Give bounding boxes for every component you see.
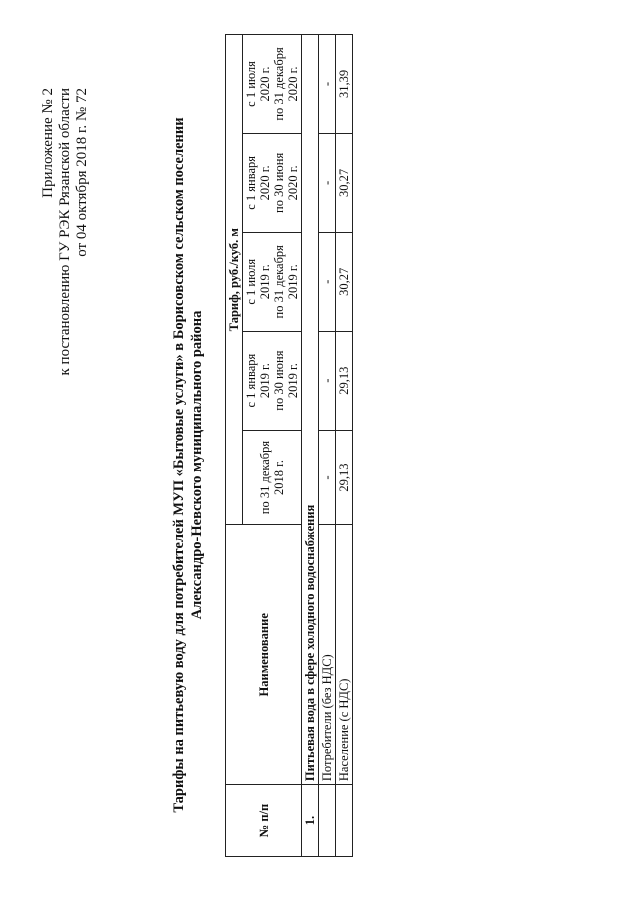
period-1-line-2: 2018 г. — [272, 460, 286, 496]
table-row — [336, 35, 353, 857]
section-title: Питьевая вода в сфере холодного водоснабжения — [302, 35, 319, 785]
period-2-line-2: 2019 г. — [258, 363, 272, 399]
period-1-line-1: по 31 декабря — [258, 440, 272, 515]
appendix-number: Приложение № 2 — [40, 88, 56, 198]
period-5-line-1: с 1 июля — [244, 61, 258, 107]
period-5-line-4: 2020 г. — [286, 66, 300, 102]
period-4-line-4: 2020 г. — [286, 165, 300, 201]
row-value: - — [319, 133, 336, 232]
period-4-line-1: с 1 января — [244, 155, 258, 210]
period-header-3 — [243, 232, 302, 331]
title-line-2: Александро-Невского муниципального района — [189, 310, 205, 620]
row-value: - — [319, 35, 336, 134]
period-header-5 — [243, 35, 302, 134]
title-line-1: Тарифы на питьевую воду для потребителей МУП «Бытовые услуги» в Борисовском сельском поселении — [171, 117, 187, 813]
row-value: 31,39 — [336, 35, 353, 134]
row-number — [319, 785, 336, 857]
period-3-line-1: с 1 июля — [244, 258, 258, 305]
period-3-line-3: по 31 декабря — [272, 245, 286, 319]
period-3-line-4: 2019 г. — [286, 264, 300, 300]
row-value: 30,27 — [336, 133, 353, 232]
row-value: - — [319, 430, 336, 525]
section-number: 1. — [302, 785, 319, 857]
col-number-header: № п/п — [226, 785, 302, 857]
appendix-resolution: к постановлению ГУ РЭК Рязанской области — [57, 88, 73, 376]
col-name-header: Наименование — [226, 525, 302, 785]
period-2-line-1: с 1 января — [244, 353, 258, 408]
table-row — [319, 35, 336, 857]
period-header-1 — [243, 430, 302, 525]
tariff-group-header: Тариф, руб./куб. м — [226, 35, 243, 525]
period-header-2 — [243, 331, 302, 430]
row-name: Потребители (без НДС) — [319, 525, 336, 785]
row-value: 30,27 — [336, 232, 353, 331]
period-2-line-3: по 30 июня — [272, 350, 286, 411]
row-value: - — [319, 232, 336, 331]
tariff-table — [225, 34, 353, 857]
row-value: 29,13 — [336, 430, 353, 525]
section-row — [302, 35, 319, 857]
row-value: - — [319, 331, 336, 430]
period-3-line-2: 2019 г. — [258, 264, 272, 300]
period-5-line-2: 2020 г. — [258, 66, 272, 102]
header-row-1 — [226, 35, 243, 857]
document-title — [170, 85, 206, 845]
row-value: 29,13 — [336, 331, 353, 430]
period-2-line-4: 2019 г. — [286, 363, 300, 399]
appendix-date: от 04 октября 2018 г. № 72 — [74, 88, 90, 257]
appendix-header — [40, 88, 91, 375]
period-4-line-3: по 30 июня — [272, 152, 286, 213]
period-header-4 — [243, 133, 302, 232]
period-4-line-2: 2020 г. — [258, 165, 272, 201]
row-number — [336, 785, 353, 857]
period-5-line-3: по 31 декабря — [272, 47, 286, 121]
row-name: Население (с НДС) — [336, 525, 353, 785]
